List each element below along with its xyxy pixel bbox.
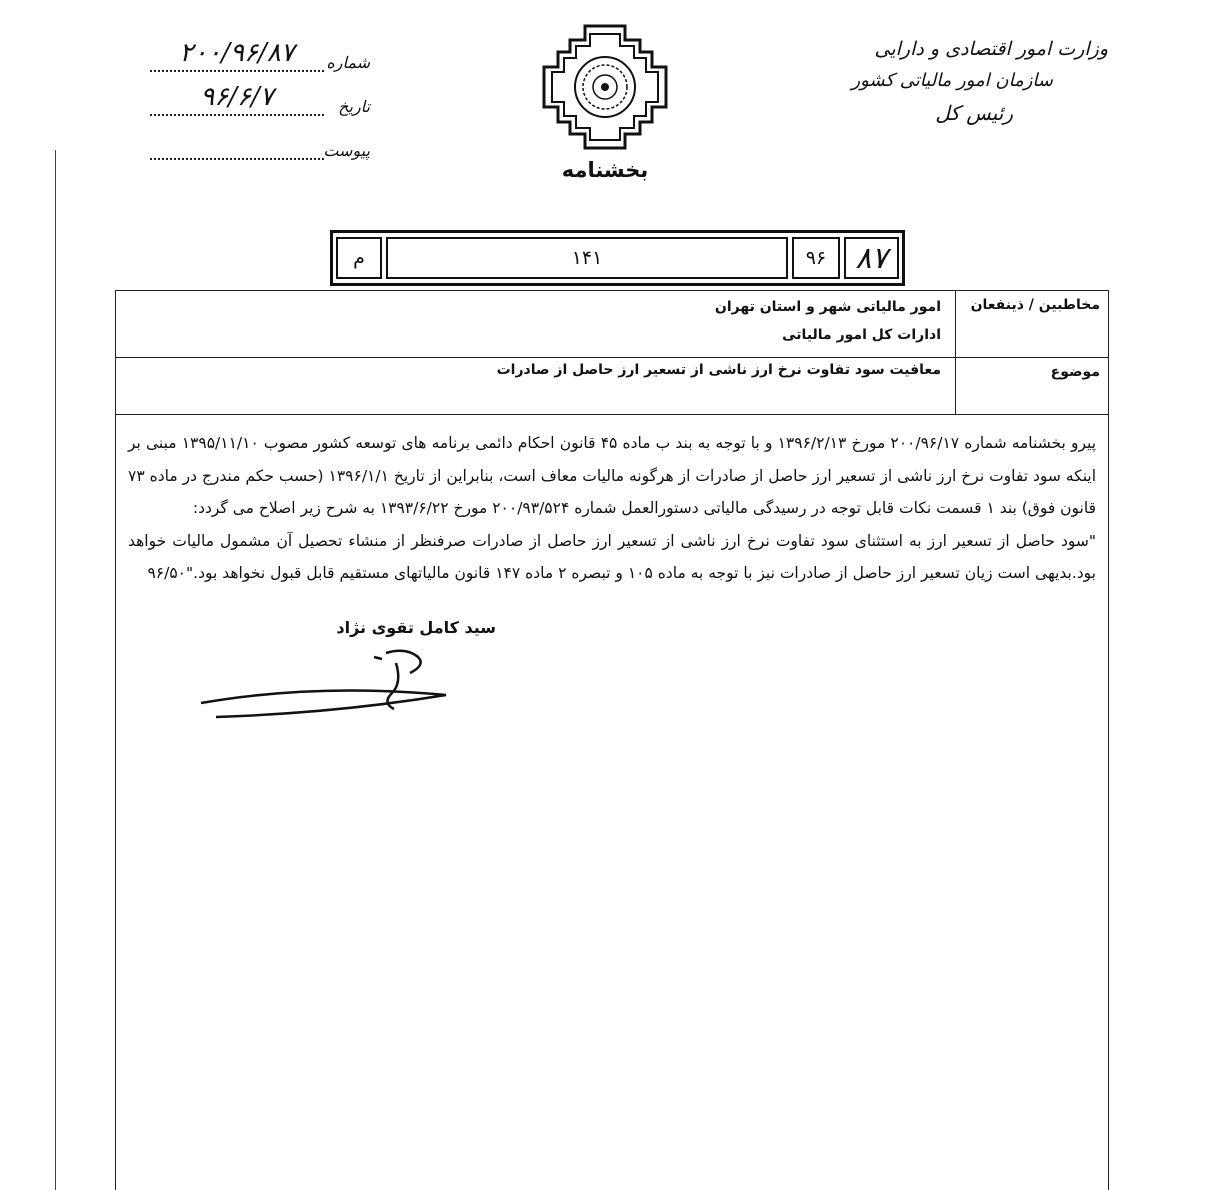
recipients-label: مخاطبین / ذینفعان <box>956 291 1109 358</box>
code-number: ۱۴۱ <box>386 237 788 279</box>
recipients-cell <box>116 291 956 358</box>
attachment-label: پیوست <box>323 141 370 160</box>
code-category: م <box>336 237 382 279</box>
body-paragraph-2: "سود حاصل از تسعیر ارز به استثنای سود تفاوت نرخ ارز ناشی از تسعیر ارز حاصل از صادرات صرفنظر از منشاء تحصیل آن مشمول مالیات خواهد بود.بدیهی است زیان تسعیر ارز حاصل از صادرات نیز با توجه به ماده ۱۰۵ و تبصره ۲ ماده ۱۴۷ قانون مالیاتهای مستقیم قابل قبول نخواهد بود."۹۶/۵۰ <box>128 531 1096 582</box>
subject-text: معافیت سود تفاوت نرخ ارز ناشی از تسعیر ارز حاصل از صادرات <box>116 358 956 415</box>
ministry-block <box>788 38 1108 125</box>
body-paragraph-1: پیرو بخشنامه شماره ۲۰۰/۹۶/۱۷ مورخ ۱۳۹۶/۲/۱۳ و با توجه به بند ب ماده ۴۵ قانون احکام دائمی برنامه های توسعه کشور مصوب ۱۳۹۵/۱۱/۱۰ مبنی بر اینکه سود تفاوت نرخ ارز ناشی از تسعیر ارز حاصل از صادرات از هرگونه مالیات معاف است، بنابراین از تاریخ ۱۳۹۶/۱/۱ (حسب حکم مندرج در ماده ۷۳ قانون فوق) بند ۱ قسمت نکات قابل توجه در رسیدگی مالیاتی دستورالعمل شماره ۲۰۰/۹۳/۵۲۴ مورخ ۱۳۹۳/۶/۲۲ به شرح زیر اصلاح می گردد: <box>128 434 1097 517</box>
subject-label: موضوع <box>956 358 1109 415</box>
number-label: شماره <box>326 53 370 72</box>
code-series: ۸۷ <box>844 237 899 279</box>
document-type: بخشنامه <box>561 158 649 182</box>
number-value: ۲۰۰/۹۶/۸۷ <box>150 38 324 72</box>
ministry-name: وزارت امور اقتصادی و دارایی <box>874 38 1108 60</box>
subject-row <box>116 358 1109 415</box>
date-label: تاریخ <box>338 97 370 116</box>
reference-block <box>150 28 370 160</box>
body-cell <box>116 415 1109 1190</box>
head-title: رئیس کل <box>935 101 1013 125</box>
signatory-name: سید کامل تقوی نژاد <box>336 617 496 637</box>
date-row <box>150 72 370 116</box>
attachment-value <box>150 126 324 160</box>
attachment-row <box>150 116 370 160</box>
signature-mark <box>196 643 456 733</box>
emblem-logo <box>540 22 670 152</box>
date-value: ۹۶/۶/۷ <box>150 82 324 116</box>
circular-code-box <box>330 230 905 286</box>
body-row <box>116 415 1109 1190</box>
circular-table <box>115 290 1109 1190</box>
page-edge <box>55 150 56 1190</box>
recipient-1: امور مالیاتی شهر و استان تهران <box>714 299 941 315</box>
code-year: ۹۶ <box>792 237 840 279</box>
number-row <box>150 28 370 72</box>
recipients-row <box>116 291 1109 358</box>
recipient-2: ادارات کل امور مالیاتی <box>782 327 941 343</box>
organization-name: سازمان امور مالیاتی کشور <box>851 70 1053 91</box>
